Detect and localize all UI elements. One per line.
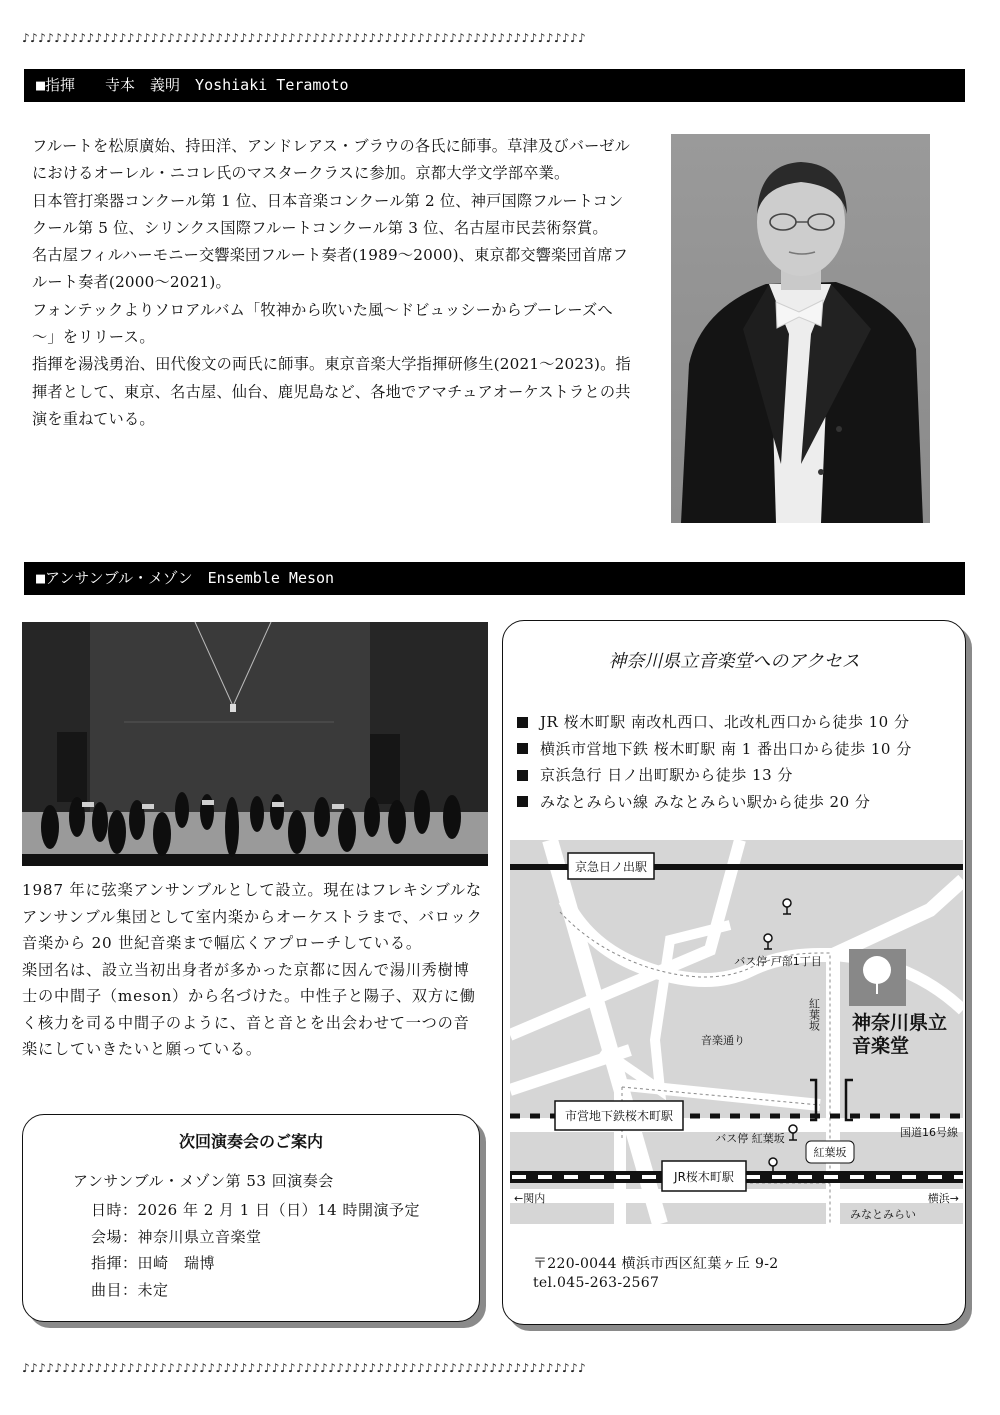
concert-program-row: 曲目：未定 (91, 1280, 169, 1299)
next-concert-name: アンサンブル・メゾン第 53 回演奏会 (73, 1172, 334, 1190)
map-label-minatomirai: みなとみらい (850, 1208, 916, 1221)
bio-paragraph: フォンテックよりソロアルバム「牧神から吹いた風～ドビュッシーからブーレーズへ～」をリリース。 (32, 300, 613, 347)
portrait-illustration (671, 134, 930, 523)
ensemble-paragraph: 楽団名は、設立当初出身者が多かった京都に因んで湯川秀樹博士の中間子（meson）から名づけた。中性子と陽子、双方に働く核力を司る中間子のように、音と音とを出会わせて一つの音楽にしていきたいと願っている。 (22, 960, 476, 1058)
map-label-momijizaka-street: 紅葉坂 (807, 998, 821, 1031)
map-label-jr-station: JR桜木町駅 (674, 1170, 734, 1184)
map-label-ongaku-street: 音楽通り (701, 1034, 745, 1047)
venue-phone: tel.045-263-2567 (533, 1275, 660, 1291)
access-box (502, 620, 966, 1325)
access-route-item (515, 789, 912, 816)
access-route-text: JR 桜木町駅 南改札西口、北改札西口から徒歩 10 分 (540, 713, 910, 731)
bio-paragraph: 日本管打楽器コンクール第 1 位、日本音楽コンクール第 2 位、神戸国際フルートコンクール第 5 位、シリンクス国際フルートコンクール第 3 位、名古屋市民芸術祭賞。 (32, 191, 624, 237)
map-label-momijizaka-crossing: 紅葉坂 (813, 1146, 847, 1159)
square-bullet-icon (517, 770, 528, 781)
bio-paragraph: フルートを松原廣始、持田洋、アンドレアス・ブラウの各氏に師事。草津及びバーゼルにおけるオーレル・ニコレ氏のマスタークラスに参加。京都大学文学部卒業。 (32, 137, 630, 183)
map-label-bus-stop-tobe: バス停 戸部1丁目 (734, 955, 822, 968)
music-note-border-top: ♪♪♪♪♪♪♪♪♪♪♪♪♪♪♪♪♪♪♪♪♪♪♪♪♪♪♪♪♪♪♪♪♪♪♪♪♪♪♪♪♪♪♪♪♪♪♪♪♪♪♪♪♪♪♪♪♪♪♪♪♪♪♪♪♪♪♪♪♪♪ (22, 31, 587, 45)
map-label-keikyu-station: 京急日ノ出駅 (574, 860, 648, 874)
next-concert-box (22, 1114, 480, 1322)
ensemble-description (22, 877, 484, 1063)
conductor-section-heading: ■指揮 寺本 義明 Yoshiaki Teramoto (24, 69, 965, 102)
bio-paragraph: 指揮を湯浅勇治、田代俊文の両氏に師事。東京音楽大学指揮研修生(2021～2023)。指揮者として、東京、名古屋、仙台、鹿児島など、各地でアマチュアオーケストラとの共演を重ねている。 (32, 355, 631, 428)
concert-conductor-row: 指揮：田崎 瑞博 (91, 1254, 216, 1272)
next-concert-details (91, 1197, 420, 1303)
access-route-text: 横浜市営地下鉄 桜木町駅 南 1 番出口から徒歩 10 分 (540, 739, 912, 758)
access-route-text: 京浜急行 日ノ出町駅から徒歩 13 分 (540, 766, 793, 784)
square-bullet-icon (517, 717, 528, 728)
conductor-portrait-photo (671, 134, 930, 523)
next-concert-title: 次回演奏会のご案内 (178, 1132, 323, 1151)
access-route-text: みなとみらい線 みなとみらい駅から徒歩 20 分 (540, 792, 871, 811)
music-note-border-bottom: ♪♪♪♪♪♪♪♪♪♪♪♪♪♪♪♪♪♪♪♪♪♪♪♪♪♪♪♪♪♪♪♪♪♪♪♪♪♪♪♪♪♪♪♪♪♪♪♪♪♪♪♪♪♪♪♪♪♪♪♪♪♪♪♪♪♪♪♪♪♪ (22, 1361, 587, 1375)
map-label-bus-stop-momijizaka: バス停 紅葉坂 (715, 1132, 785, 1145)
map-label-subway-station: 市営地下鉄桜木町駅 (564, 1109, 674, 1123)
map-label-venue-line2: 音楽堂 (852, 1035, 910, 1057)
concert-date-row: 日時：2026 年 2 月 1 日（日）14 時開演予定 (91, 1201, 420, 1219)
map-illustration (510, 840, 963, 1224)
access-route-item (515, 709, 912, 736)
orchestra-photo (22, 622, 488, 866)
orchestra-illustration (22, 622, 488, 866)
bio-paragraph: 名古屋フィルハーモニー交響楽団フルート奏者(1989～2000)、東京都交響楽団首席フルート奏者(2000～2021)。 (32, 246, 629, 292)
ensemble-paragraph: 1987 年に弦楽アンサンブルとして設立。現在はフレキシブルなアンサンブル集団として室内楽からオーケストラまで、バロック音楽から 20 世紀音楽まで幅広くアプローチしている。 (22, 881, 483, 952)
access-route-item (515, 762, 912, 789)
access-route-item (515, 736, 912, 763)
square-bullet-icon (517, 743, 528, 754)
conductor-bio (32, 133, 632, 433)
access-route-list (515, 709, 912, 815)
concert-venue-row: 会場：神奈川県立音楽堂 (91, 1227, 262, 1246)
square-bullet-icon (517, 796, 528, 807)
map-label-to-kannai: ←関内 (514, 1192, 546, 1205)
ensemble-section-heading: ■アンサンブル・メゾン Ensemble Meson (24, 562, 965, 595)
venue-address-block (533, 1255, 778, 1293)
access-title: 神奈川県立音楽堂へのアクセス (608, 651, 860, 672)
access-map (510, 840, 963, 1224)
map-label-to-yokohama: 横浜→ (927, 1192, 959, 1205)
map-label-venue-line1: 神奈川県立 (852, 1012, 948, 1034)
map-label-route16: 国道16号線 (900, 1126, 958, 1139)
venue-address: 〒220-0044 横浜市西区紅葉ヶ丘 9-2 (533, 1256, 779, 1272)
